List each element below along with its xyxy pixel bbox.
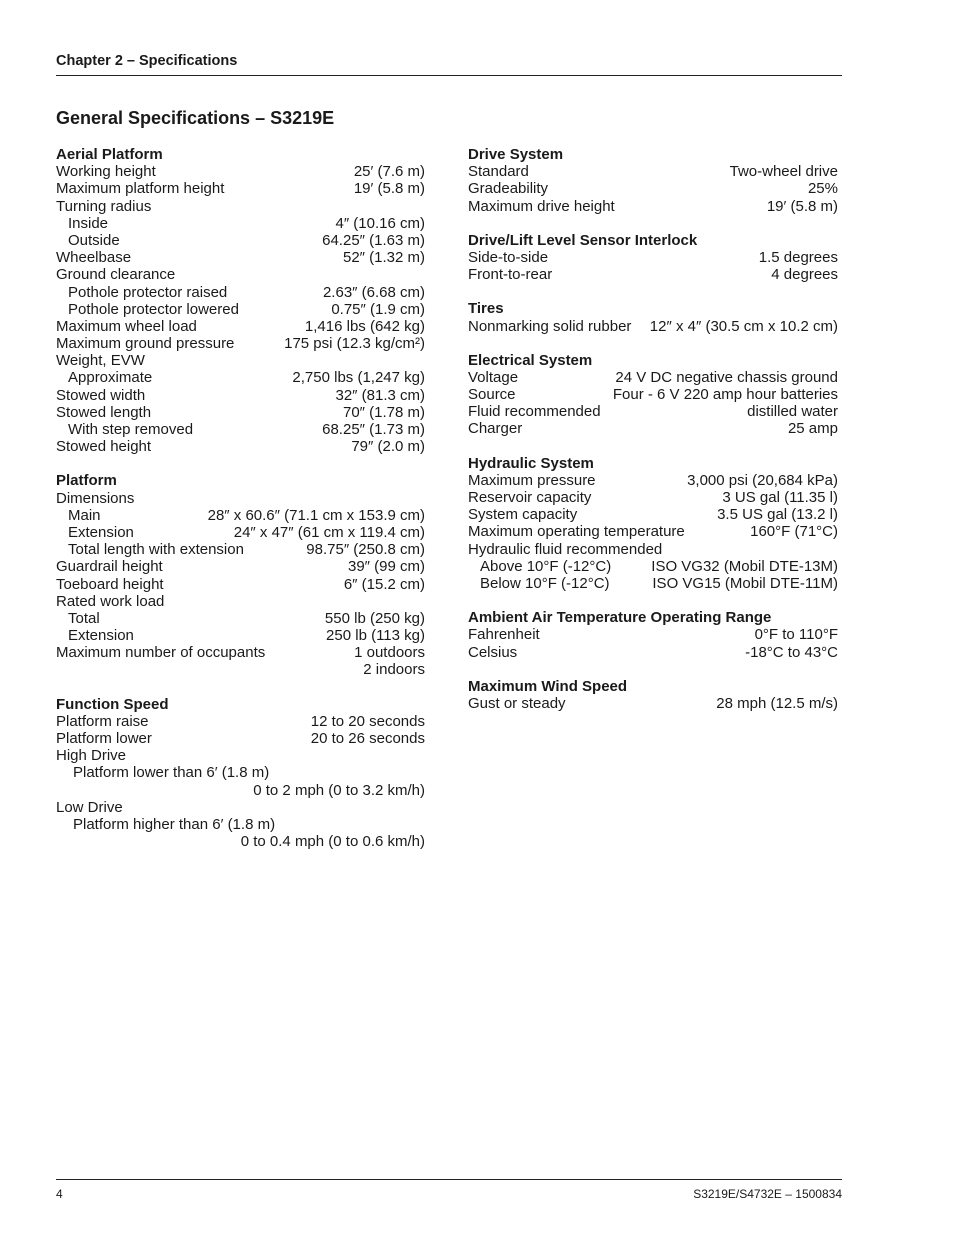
- spec-label: Maximum ground pressure: [56, 335, 235, 353]
- spec-value: 20 to 26 seconds: [310, 730, 425, 747]
- spec-label: Main: [68, 506, 101, 524]
- section-heading: Hydraulic System: [468, 454, 594, 472]
- spec-label: Voltage: [468, 368, 519, 386]
- spec-value: 6″ (15.2 cm): [343, 575, 425, 593]
- spec-label: Inside: [68, 214, 109, 232]
- chapter-header: Chapter 2 – Specifications: [56, 53, 238, 69]
- section-heading: Platform: [56, 472, 117, 490]
- spec-value: distilled water: [747, 403, 838, 421]
- spec-value: 3 US gal (11.35 l): [722, 489, 838, 506]
- spec-label: Dimensions: [56, 489, 135, 507]
- spec-value: 25′ (7.6 m): [353, 163, 425, 181]
- section-heading: Drive System: [468, 146, 564, 163]
- spec-label: With step removed: [68, 421, 194, 438]
- spec-value: 70″ (1.78 m): [342, 403, 425, 421]
- spec-label: Gradeability: [468, 180, 549, 198]
- spec-label: Working height: [56, 163, 156, 181]
- left-column: [56, 146, 425, 867]
- section-hydraulic-system: [468, 455, 838, 593]
- spec-value: 3.5 US gal (13.2 l): [717, 506, 838, 524]
- section-level-sensor-interlock: [468, 232, 838, 284]
- spec-label: Gust or steady: [468, 694, 566, 712]
- spec-label: Low Drive: [56, 798, 123, 816]
- spec-label: Source: [468, 386, 516, 404]
- spec-label: Maximum operating temperature: [468, 523, 685, 541]
- spec-value: 12 to 20 seconds: [310, 712, 425, 730]
- spec-label: Charger: [468, 420, 523, 438]
- spec-value: 175 psi (12.3 kg/cm²): [284, 335, 425, 353]
- spec-label: Reservoir capacity: [468, 489, 592, 506]
- spec-value: 0 to 2 mph (0 to 3.2 km/h): [253, 781, 425, 799]
- footer-rule: [56, 1179, 842, 1180]
- spec-label: Extension: [68, 627, 134, 645]
- spec-label: Maximum pressure: [468, 471, 596, 489]
- spec-value: -18°C to 43°C: [745, 643, 838, 661]
- spec-value: 2 indoors: [363, 661, 425, 679]
- spec-value: 0°F to 110°F: [754, 626, 838, 644]
- spec-label: Platform lower: [56, 730, 152, 747]
- spec-value: 0.75″ (1.9 cm): [331, 300, 425, 318]
- spec-label: Pothole protector raised: [68, 283, 228, 301]
- spec-label: System capacity: [468, 506, 578, 524]
- spec-label: Side-to-side: [468, 248, 549, 266]
- spec-label: Standard: [468, 163, 529, 181]
- spec-label: Approximate: [68, 369, 153, 387]
- spec-label: Stowed height: [56, 438, 152, 456]
- section-drive-system: [468, 146, 838, 215]
- spec-value: 4 degrees: [771, 266, 838, 284]
- spec-value: 39″ (99 cm): [348, 558, 425, 576]
- spec-value: ISO VG32 (Mobil DTE-13M): [651, 557, 838, 575]
- spec-label: Celsius: [468, 643, 518, 661]
- section-heading: Electrical System: [468, 351, 593, 369]
- spec-value: 32″ (81.3 cm): [335, 386, 425, 404]
- spec-label: Stowed length: [56, 403, 152, 421]
- spec-label: High Drive: [56, 747, 127, 765]
- spec-value: 19′ (5.8 m): [353, 180, 425, 198]
- spec-label: Turning radius: [56, 197, 152, 215]
- spec-label: Fahrenheit: [468, 626, 540, 644]
- section-heading: Ambient Air Temperature Operating Range: [468, 609, 772, 627]
- spec-label: Ground clearance: [56, 266, 176, 284]
- spec-label: Hydraulic fluid recommended: [468, 540, 663, 558]
- spec-value: 12″ x 4″ (30.5 cm x 10.2 cm): [649, 317, 838, 335]
- spec-value: 3,000 psi (20,684 kPa): [687, 471, 838, 489]
- spec-label: Front-to-rear: [468, 266, 553, 284]
- spec-label: Platform higher than 6′ (1.8 m): [73, 815, 276, 833]
- spec-label: Rated work load: [56, 592, 165, 610]
- section-tires: [468, 300, 838, 334]
- section-platform: [56, 472, 425, 678]
- spec-label: Maximum platform height: [56, 180, 225, 198]
- spec-value: 25%: [807, 180, 838, 198]
- spec-value: Two-wheel drive: [729, 163, 838, 181]
- spec-label: Outside: [68, 231, 120, 249]
- spec-label: Below 10°F (-12°C): [480, 574, 610, 592]
- spec-value: 1,416 lbs (642 kg): [304, 317, 425, 335]
- spec-value: 4″ (10.16 cm): [335, 214, 425, 232]
- spec-value: Four - 6 V 220 amp hour batteries: [612, 386, 838, 404]
- spec-label: Platform lower than 6′ (1.8 m): [73, 764, 270, 782]
- spec-value: 98.75″ (250.8 cm): [306, 541, 425, 559]
- spec-value: ISO VG15 (Mobil DTE-11M): [652, 574, 838, 592]
- spec-value: 64.25″ (1.63 m): [322, 231, 425, 249]
- spec-label: Wheelbase: [56, 249, 132, 267]
- spec-label: Pothole protector lowered: [68, 300, 239, 318]
- page-number: 4: [56, 1187, 63, 1201]
- section-heading: Drive/Lift Level Sensor Interlock: [468, 231, 698, 249]
- spec-label: Guardrail height: [56, 558, 163, 576]
- spec-value: 28 mph (12.5 m/s): [716, 694, 838, 712]
- spec-value: 1 outdoors: [354, 644, 425, 662]
- spec-value: 2,750 lbs (1,247 kg): [292, 369, 425, 387]
- spec-value: 25 amp: [787, 420, 838, 438]
- spec-label: Total: [68, 609, 100, 627]
- spec-value: 24″ x 47″ (61 cm x 119.4 cm): [233, 523, 425, 541]
- section-heading: Aerial Platform: [56, 146, 163, 163]
- document-id: S3219E/S4732E – 1500834: [693, 1187, 842, 1201]
- spec-label: Above 10°F (-12°C): [480, 557, 612, 575]
- page-title: General Specifications – S3219E: [56, 108, 335, 128]
- section-heading: Maximum Wind Speed: [468, 677, 628, 695]
- section-maximum-wind-speed: [468, 678, 838, 712]
- spec-value: 160°F (71°C): [750, 523, 838, 541]
- spec-label: Maximum number of occupants: [56, 644, 266, 662]
- section-ambient-temperature: [468, 609, 838, 661]
- spec-value: 68.25″ (1.73 m): [322, 421, 425, 438]
- spec-label: Toeboard height: [56, 575, 164, 593]
- spec-value: 250 lb (113 kg): [326, 627, 425, 645]
- spec-label: Maximum drive height: [468, 197, 615, 215]
- right-column: [468, 146, 838, 729]
- spec-value: 550 lb (250 kg): [324, 609, 425, 627]
- spec-label: Extension: [68, 523, 134, 541]
- spec-value: 2.63″ (6.68 cm): [322, 283, 425, 301]
- spec-value: 28″ x 60.6″ (71.1 cm x 153.9 cm): [207, 506, 425, 524]
- spec-value: 19′ (5.8 m): [766, 197, 838, 215]
- section-aerial-platform: [56, 146, 425, 455]
- header-rule: [56, 75, 842, 76]
- spec-value: 24 V DC negative chassis ground: [615, 368, 838, 386]
- section-heading: Tires: [468, 300, 504, 318]
- section-function-speed: [56, 696, 425, 851]
- spec-label: Maximum wheel load: [56, 317, 197, 335]
- spec-label: Weight, EVW: [56, 352, 145, 370]
- spec-value: 1.5 degrees: [758, 248, 838, 266]
- spec-label: Fluid recommended: [468, 403, 601, 421]
- spec-value: 79″ (2.0 m): [351, 438, 425, 456]
- section-heading: Function Speed: [56, 695, 169, 713]
- spec-value: 52″ (1.32 m): [342, 249, 425, 267]
- spec-label: Total length with extension: [68, 541, 244, 559]
- spec-value: 0 to 0.4 mph (0 to 0.6 km/h): [240, 833, 425, 851]
- spec-label: Nonmarking solid rubber: [468, 317, 632, 335]
- section-electrical-system: [468, 352, 838, 438]
- spec-label: Stowed width: [56, 386, 146, 404]
- spec-label: Platform raise: [56, 712, 149, 730]
